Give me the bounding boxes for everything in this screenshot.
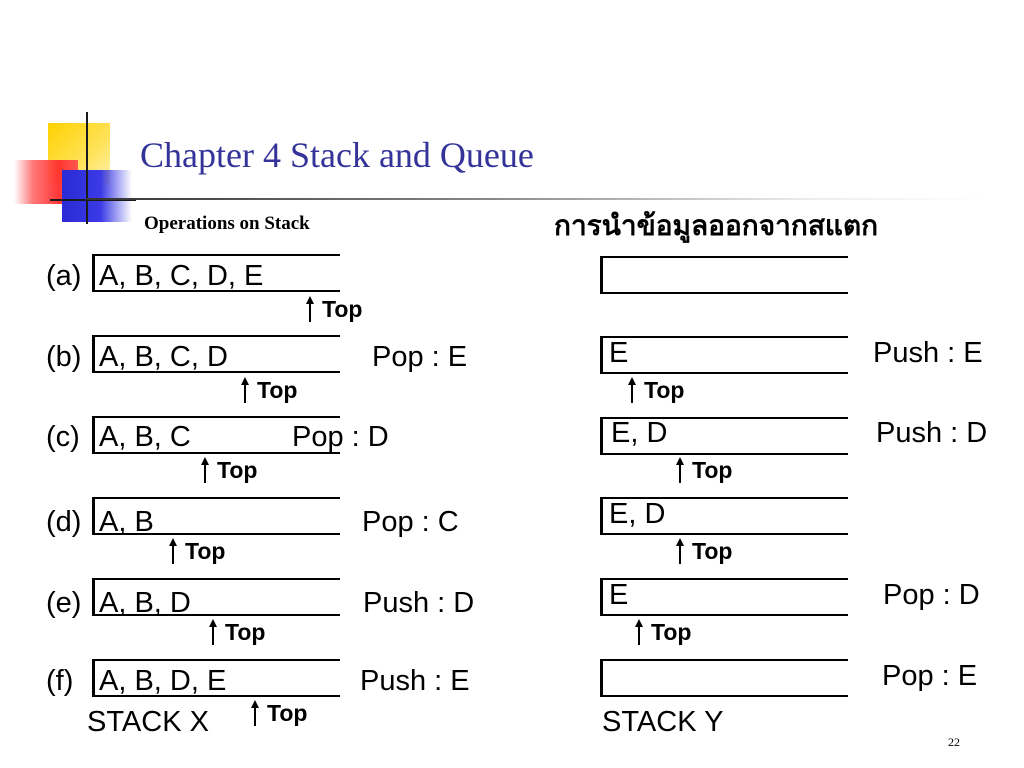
up-arrow-icon: [208, 618, 218, 646]
top-pointer: [634, 618, 691, 646]
top-pointer: [627, 376, 684, 404]
top-label: Top: [185, 537, 226, 564]
top-pointer: [305, 295, 362, 323]
top-label: Top: [692, 537, 733, 564]
up-arrow-icon: [627, 376, 637, 404]
page-number: 22: [948, 735, 960, 749]
thai-heading: การนำข้อมูลออกจากสแตก: [554, 209, 879, 242]
stack-y-content: E, D: [609, 498, 666, 530]
row-tag: (a): [46, 260, 82, 292]
top-pointer: [675, 456, 732, 484]
operation-label: Push : E: [873, 337, 983, 369]
operation-label: Pop : D: [883, 579, 980, 611]
stack-x-content: A, B, D: [99, 587, 191, 619]
stack-y-box: [600, 256, 848, 294]
top-label: Top: [217, 456, 258, 483]
stack-x-content: A, B, C, D, E: [99, 260, 264, 292]
top-label: Top: [322, 295, 363, 322]
stack-y-box: [600, 336, 848, 374]
operation-label: Pop : E: [882, 660, 978, 692]
slide-title: Chapter 4 Stack and Queue: [140, 135, 534, 175]
top-pointer: [250, 699, 307, 727]
operation-label: Push : D: [876, 417, 988, 449]
top-label: Top: [225, 618, 266, 645]
top-pointer: [208, 618, 265, 646]
row-tag: (d): [46, 506, 82, 538]
row-tag: (f): [46, 665, 74, 697]
stack-x-content: A, B, C, D: [99, 341, 228, 373]
stack-y-content: E: [609, 337, 629, 369]
up-arrow-icon: [200, 456, 210, 484]
up-arrow-icon: [168, 537, 178, 565]
up-arrow-icon: [675, 456, 685, 484]
operation-label: Pop : C: [362, 506, 459, 538]
top-label: Top: [692, 456, 733, 483]
slide-subtitle: Operations on Stack: [144, 213, 310, 234]
stack-y-label: STACK Y: [602, 706, 724, 738]
top-pointer: [168, 537, 225, 565]
top-pointer: [675, 537, 732, 565]
logo-vertical-line: [86, 112, 88, 224]
operation-label: Pop : E: [372, 341, 468, 373]
stack-x-content: A, B, D, E: [99, 665, 227, 697]
row-tag: (c): [46, 421, 80, 453]
row-tag: (e): [46, 587, 82, 619]
up-arrow-icon: [250, 699, 260, 727]
row-tag: (b): [46, 341, 82, 373]
stack-x-content: A, B: [99, 506, 154, 538]
top-label: Top: [644, 376, 685, 403]
stack-y-box: [600, 578, 848, 616]
stack-y-content: E: [609, 579, 629, 611]
stack-x-content: A, B, C: [99, 421, 191, 453]
top-label: Top: [651, 618, 692, 645]
logo-blue-square: [62, 170, 132, 222]
title-rule: [86, 198, 986, 200]
operation-label: Pop : D: [292, 421, 389, 453]
top-pointer: [200, 456, 257, 484]
operation-label: Push : E: [360, 665, 470, 697]
operation-label: Push : D: [363, 587, 475, 619]
stack-x-label: STACK X: [87, 706, 209, 738]
stack-y-content: E, D: [611, 417, 668, 449]
up-arrow-icon: [305, 295, 315, 323]
stack-y-box: [600, 659, 848, 697]
top-label: Top: [257, 376, 298, 403]
up-arrow-icon: [634, 618, 644, 646]
top-pointer: [240, 376, 297, 404]
up-arrow-icon: [240, 376, 250, 404]
up-arrow-icon: [675, 537, 685, 565]
top-label: Top: [267, 699, 308, 726]
